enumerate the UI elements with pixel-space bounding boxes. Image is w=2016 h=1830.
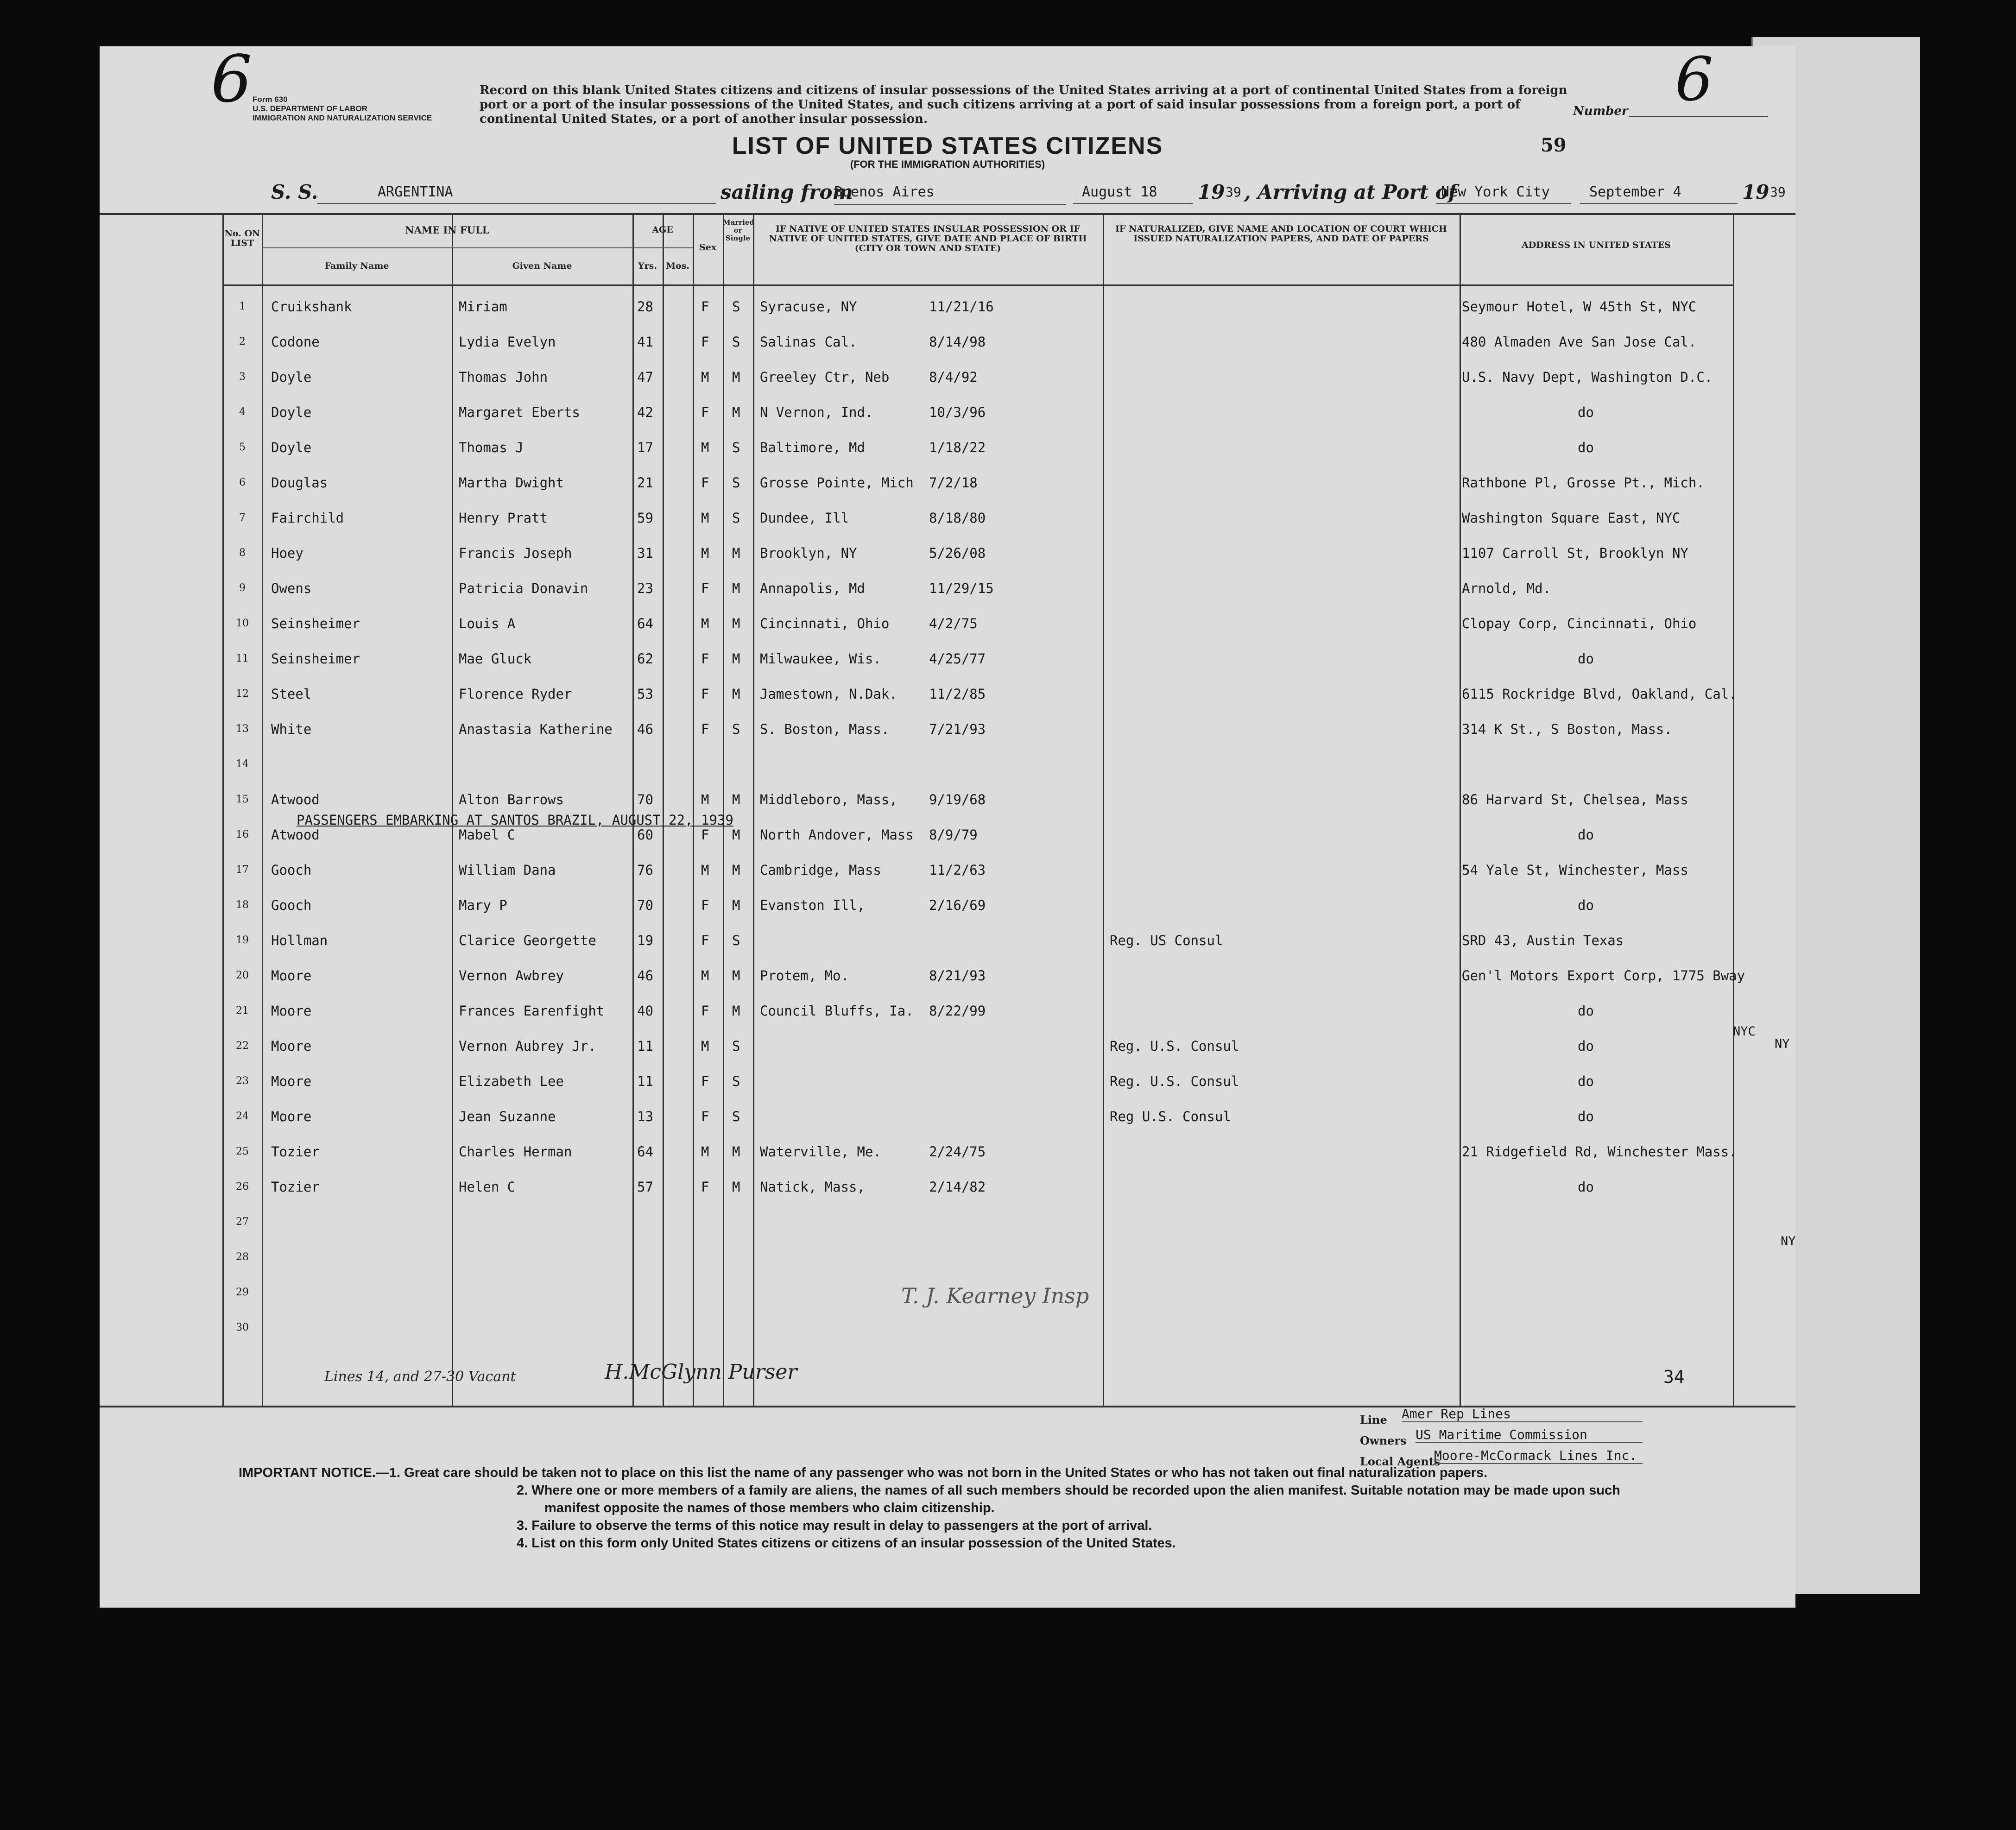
sex: F: [701, 299, 709, 315]
department-name: U.S. DEPARTMENT OF LABOR: [253, 104, 368, 113]
owners-label: Owners: [1360, 1434, 1407, 1447]
birth-place: Waterville, Me.: [760, 1144, 881, 1160]
naturalization: Reg. U.S. Consul: [1110, 1073, 1239, 1089]
page-title: LIST OF UNITED STATES CITIZENS: [732, 133, 1163, 159]
col-header-no: No. ON LIST: [224, 228, 260, 248]
age-years: 76: [637, 862, 653, 878]
us-address: 480 Almaden Ave San Jose Cal.: [1462, 334, 1697, 350]
family-name: Moore: [271, 1109, 312, 1124]
row-number: 2: [239, 336, 246, 347]
family-name: Gooch: [271, 897, 312, 913]
age-years: 13: [637, 1109, 653, 1124]
age-years: 53: [637, 686, 653, 702]
col-header-sex: Sex: [699, 242, 717, 252]
marital-status: M: [732, 1003, 740, 1019]
sex: F: [701, 475, 709, 491]
us-address: do: [1578, 897, 1594, 913]
sheet-number: 34: [1663, 1367, 1685, 1387]
row-number: 15: [236, 794, 249, 805]
row-number: 8: [239, 547, 246, 559]
sex: F: [701, 1179, 709, 1195]
notice-title: IMPORTANT NOTICE.: [239, 1465, 376, 1480]
birth-date: 11/2/85: [929, 686, 986, 702]
birth-place: North Andover, Mass: [760, 827, 914, 843]
birth-place: Brooklyn, NY: [760, 545, 857, 561]
row-number: 24: [236, 1111, 249, 1122]
important-notice: [239, 1464, 1768, 1552]
sex: M: [701, 1038, 709, 1054]
row-number: 29: [236, 1287, 249, 1298]
row-number: 14: [236, 758, 249, 770]
family-name: Tozier: [271, 1144, 320, 1160]
row-number: 13: [236, 723, 249, 735]
arrival-year: 39: [1770, 184, 1786, 200]
col-line: [1733, 215, 1734, 1406]
sex: M: [701, 369, 709, 385]
notice-4: 4. List on this form only United States citizens or citizens of an insular possession of the United States.: [517, 1536, 1176, 1551]
margin-note-ny-2: NY: [1781, 1234, 1796, 1249]
sex: M: [701, 792, 709, 808]
page-number: 59: [1541, 134, 1567, 156]
given-name: Mae Gluck: [459, 651, 532, 667]
us-address: do: [1578, 1179, 1594, 1195]
marital-status: S: [732, 1038, 740, 1054]
handwritten-list-number: 6: [211, 42, 253, 117]
margin-note-ny: NY: [1775, 1037, 1790, 1051]
birth-date: 10/3/96: [929, 404, 986, 420]
family-name: Gooch: [271, 862, 312, 878]
birth-date: 4/25/77: [929, 651, 986, 667]
us-address: Arnold, Md.: [1462, 581, 1551, 596]
birth-date: 11/2/63: [929, 862, 986, 878]
family-name: Moore: [271, 1073, 312, 1089]
row-number: 19: [236, 934, 249, 946]
given-name: Anastasia Katherine: [459, 721, 613, 737]
col-header-given: Given Name: [512, 261, 572, 271]
col-header-married: Married or Single: [723, 218, 754, 242]
margin-note-nyc: NYC: [1733, 1024, 1756, 1039]
birth-place: Cambridge, Mass: [760, 862, 881, 878]
birth-place: Annapolis, Md: [760, 581, 865, 596]
notice-3: 3. Failure to observe the terms of this notice may result in delay to passengers at the port of arrival.: [517, 1518, 1152, 1533]
birth-date: 8/9/79: [929, 827, 978, 843]
row-number: 12: [236, 688, 249, 700]
family-name: Steel: [271, 686, 312, 702]
marital-status: S: [732, 334, 740, 350]
line-value: Amer Rep Lines: [1402, 1406, 1643, 1422]
birth-date: 7/21/93: [929, 721, 986, 737]
given-name: Helen C: [459, 1179, 516, 1195]
given-name: Martha Dwight: [459, 475, 564, 491]
row-number: 23: [236, 1075, 249, 1087]
birth-place: Grosse Pointe, Mich: [760, 475, 914, 491]
sex: F: [701, 1073, 709, 1089]
us-address: do: [1578, 827, 1594, 843]
marital-status: M: [732, 581, 740, 596]
line-label: Line: [1360, 1413, 1387, 1426]
col-header-address: ADDRESS IN UNITED STATES: [1522, 240, 1671, 250]
birth-place: Protem, Mo.: [760, 968, 849, 984]
us-address: do: [1578, 1109, 1594, 1124]
year-prefix-2: 19: [1742, 181, 1770, 203]
family-name: Seinsheimer: [271, 651, 360, 667]
family-name: Douglas: [271, 475, 328, 491]
family-name: Doyle: [271, 369, 312, 385]
col-header-family: Family Name: [324, 261, 389, 271]
age-years: 59: [637, 510, 653, 526]
marital-status: M: [732, 651, 740, 667]
marital-status: S: [732, 475, 740, 491]
family-name: Tozier: [271, 1179, 320, 1195]
birth-place: Cincinnati, Ohio: [760, 616, 890, 631]
agents-value: Moore-McCormack Lines Inc.: [1434, 1448, 1643, 1464]
form-identifier: [253, 95, 432, 123]
ship-name: ARGENTINA: [317, 181, 716, 204]
arrival-port: New York City: [1436, 181, 1571, 204]
form-number: Form 630: [253, 95, 288, 104]
header-bottom-line: [222, 284, 1733, 286]
family-name: Doyle: [271, 404, 312, 420]
age-years: 28: [637, 299, 653, 315]
given-name: Henry Pratt: [459, 510, 548, 526]
col-header-naturalized: IF NATURALIZED, GIVE NAME AND LOCATION OF COURT WHICH ISSUED NATURALIZATION PAPERS, AND DATE OF PAPERS: [1115, 224, 1447, 244]
family-name: White: [271, 721, 312, 737]
age-years: 70: [637, 897, 653, 913]
row-number: 17: [236, 864, 249, 876]
sex: F: [701, 581, 709, 596]
family-name: Moore: [271, 968, 312, 984]
birth-place: N Vernon, Ind.: [760, 404, 873, 420]
santos-note: PASSENGERS EMBARKING AT SANTOS BRAZIL, AUGUST 22, 1939: [297, 812, 733, 828]
age-years: 21: [637, 475, 653, 491]
sex: M: [701, 510, 709, 526]
purser-signature: H.McGlynn Purser: [605, 1360, 797, 1384]
notice-2: 2. Where one or more members of a family are aliens, the names of all such members should be recorded upon the alien manifest. Suitable notation may be made upon such: [517, 1483, 1620, 1498]
row-number: 25: [236, 1146, 249, 1157]
marital-status: M: [732, 1179, 740, 1195]
family-name: Doyle: [271, 440, 312, 455]
row-number: 28: [236, 1251, 249, 1263]
given-name: Miriam: [459, 299, 507, 315]
sex: M: [701, 1144, 709, 1160]
row-number: 21: [236, 1005, 249, 1016]
age-years: 11: [637, 1038, 653, 1054]
marital-status: M: [732, 827, 740, 843]
given-name: Charles Herman: [459, 1144, 572, 1160]
us-address: do: [1578, 1038, 1594, 1054]
given-name: Thomas J: [459, 440, 524, 455]
header-divider: [262, 247, 693, 248]
birth-place: Jamestown, N.Dak.: [760, 686, 897, 702]
given-name: Jean Suzanne: [459, 1109, 556, 1124]
birth-date: 8/14/98: [929, 334, 986, 350]
passenger-table: [100, 213, 1795, 1407]
age-years: 19: [637, 933, 653, 948]
given-name: Clarice Georgette: [459, 933, 596, 948]
row-number: 16: [236, 829, 249, 840]
departure-date: August 18: [1073, 181, 1193, 204]
birth-date: 5/26/08: [929, 545, 986, 561]
family-name: Moore: [271, 1003, 312, 1019]
row-number: 11: [236, 653, 249, 664]
marital-status: S: [732, 440, 740, 455]
us-address: SRD 43, Austin Texas: [1462, 933, 1624, 948]
notice-line-1: [239, 1464, 1768, 1482]
given-name: William Dana: [459, 862, 556, 878]
age-years: 47: [637, 369, 653, 385]
us-address: do: [1578, 1003, 1594, 1019]
birth-place: Milwaukee, Wis.: [760, 651, 881, 667]
age-years: 31: [637, 545, 653, 561]
sailing-label: sailing from: [720, 181, 853, 203]
birth-date: 8/18/80: [929, 510, 986, 526]
birth-date: 1/18/22: [929, 440, 986, 455]
sex: F: [701, 1003, 709, 1019]
col-line: [632, 215, 634, 1406]
family-name: Cruikshank: [271, 299, 352, 315]
row-number: 9: [239, 582, 246, 594]
given-name: Thomas John: [459, 369, 548, 385]
sex: M: [701, 862, 709, 878]
marital-status: S: [732, 299, 740, 315]
family-name: Hoey: [271, 545, 303, 561]
family-name: Atwood: [271, 792, 320, 808]
us-address: U.S. Navy Dept, Washington D.C.: [1462, 369, 1713, 385]
us-address: do: [1578, 440, 1594, 455]
sex: M: [701, 616, 709, 631]
row-number: 18: [236, 899, 249, 911]
row-number: 22: [236, 1040, 249, 1052]
birth-place: Syracuse, NY: [760, 299, 857, 315]
marital-status: M: [732, 404, 740, 420]
given-name: Mabel C: [459, 827, 516, 843]
birth-date: 4/2/75: [929, 616, 978, 631]
birth-place: Middleboro, Mass,: [760, 792, 897, 808]
birth-place: Greeley Ctr, Neb: [760, 369, 890, 385]
number-label: Number: [1573, 104, 1628, 118]
family-name: Fairchild: [271, 510, 344, 526]
row-number: 3: [239, 371, 246, 383]
row-number: 4: [239, 406, 246, 418]
age-years: 17: [637, 440, 653, 455]
row-number: 6: [239, 477, 246, 488]
age-years: 70: [637, 792, 653, 808]
arriving-label: , Arriving at Port of: [1244, 181, 1457, 203]
birth-date: 8/22/99: [929, 1003, 986, 1019]
birth-place: Council Bluffs, Ia.: [760, 1003, 914, 1019]
row-number: 5: [239, 442, 246, 453]
us-address: Seymour Hotel, W 45th St, NYC: [1462, 299, 1697, 315]
us-address: 314 K St., S Boston, Mass.: [1462, 721, 1672, 737]
family-name: Hollman: [271, 933, 328, 948]
family-name: Owens: [271, 581, 312, 596]
us-address: do: [1578, 404, 1594, 420]
marital-status: M: [732, 369, 740, 385]
us-address: 86 Harvard St, Chelsea, Mass: [1462, 792, 1688, 808]
agents-label: Local Agents: [1360, 1455, 1441, 1468]
marital-status: M: [732, 686, 740, 702]
given-name: Louis A: [459, 616, 516, 631]
given-name: Francis Joseph: [459, 545, 572, 561]
birth-date: 11/29/15: [929, 581, 994, 596]
given-name: Frances Earenfight: [459, 1003, 605, 1019]
record-instructions: Record on this blank United States citizens and citizens of insular possessions of the United States arriving at a port of continental United States from a foreign port or a port of the insular possessions of the United States, and such citizens arriving at a port of said insular possessions from a foreign port, a port of continental United States, or a port of another insular possession.: [480, 83, 1567, 126]
col-line: [663, 215, 664, 1406]
col-header-yrs: Yrs.: [638, 261, 657, 271]
age-years: 46: [637, 721, 653, 737]
col-line: [753, 215, 754, 1406]
sex: F: [701, 1109, 709, 1124]
family-name: Moore: [271, 1038, 312, 1054]
naturalization: Reg. US Consul: [1110, 933, 1223, 948]
age-years: 46: [637, 968, 653, 984]
us-address: Washington Square East, NYC: [1462, 510, 1681, 526]
sex: F: [701, 827, 709, 843]
birth-date: 9/19/68: [929, 792, 986, 808]
col-header-name: NAME IN FULL: [405, 224, 489, 236]
us-address: Clopay Corp, Cincinnati, Ohio: [1462, 616, 1697, 631]
marital-status: M: [732, 616, 740, 631]
age-years: 42: [637, 404, 653, 420]
given-name: Mary P: [459, 897, 507, 913]
us-address: do: [1578, 651, 1594, 667]
age-years: 11: [637, 1073, 653, 1089]
sex: F: [701, 686, 709, 702]
service-name: IMMIGRATION AND NATURALIZATION SERVICE: [253, 114, 432, 122]
row-number: 7: [239, 512, 246, 524]
row-number: 26: [236, 1181, 249, 1193]
sex: F: [701, 334, 709, 350]
birth-place: Evanston Ill,: [760, 897, 865, 913]
marital-status: M: [732, 545, 740, 561]
marital-status: S: [732, 510, 740, 526]
marital-status: S: [732, 933, 740, 948]
us-address: 54 Yale St, Winchester, Mass: [1462, 862, 1688, 878]
sex: F: [701, 651, 709, 667]
family-name: Atwood: [271, 827, 320, 843]
family-name: Codone: [271, 334, 320, 350]
owners-value: US Maritime Commission: [1416, 1427, 1643, 1443]
age-years: 41: [637, 334, 653, 350]
col-line: [723, 215, 724, 1406]
col-header-age: AGE: [652, 225, 673, 235]
sex: F: [701, 933, 709, 948]
departure-port: Buenos Aires: [834, 181, 1066, 205]
birth-date: 7/2/18: [929, 475, 978, 491]
given-name: Vernon Awbrey: [459, 968, 564, 984]
col-line: [452, 215, 453, 1406]
arrival-date: September 4: [1580, 181, 1738, 204]
number-underline: [1629, 116, 1768, 117]
age-years: 60: [637, 827, 653, 843]
col-header-mos: Mos.: [665, 261, 690, 271]
manifest-sheet: [100, 42, 1796, 1608]
year-prefix: 19: [1198, 181, 1225, 203]
marital-status: M: [732, 1144, 740, 1160]
sex: F: [701, 404, 709, 420]
given-name: Vernon Aubrey Jr.: [459, 1038, 596, 1054]
inspector-signature: T. J. Kearney Insp: [901, 1283, 1089, 1308]
marital-status: M: [732, 897, 740, 913]
birth-place: S. Boston, Mass.: [760, 721, 890, 737]
sex: F: [701, 897, 709, 913]
row-number: 20: [236, 970, 249, 981]
age-years: 62: [637, 651, 653, 667]
given-name: Lydia Evelyn: [459, 334, 556, 350]
age-years: 57: [637, 1179, 653, 1195]
us-address: 1107 Carroll St, Brooklyn NY: [1462, 545, 1688, 561]
notice-1: —1. Great care should be taken not to place on this list the name of any passenger who was not born in the United States or who has not taken out final naturalization papers.: [375, 1465, 1488, 1480]
age-years: 64: [637, 1144, 653, 1160]
marital-status: S: [732, 1109, 740, 1124]
notice-2b: manifest opposite the names of those members who claim citizenship.: [544, 1501, 995, 1515]
given-name: Florence Ryder: [459, 686, 572, 702]
departure-year: 39: [1226, 184, 1241, 200]
page-subtitle: (FOR THE IMMIGRATION AUTHORITIES): [850, 158, 1045, 170]
age-years: 23: [637, 581, 653, 596]
col-line: [693, 215, 694, 1406]
ss-label: S. S.: [271, 181, 318, 203]
row-number: 1: [239, 301, 246, 312]
us-address: Rathbone Pl, Grosse Pt., Mich.: [1462, 475, 1705, 491]
marital-status: S: [732, 721, 740, 737]
row-number: 10: [236, 618, 249, 629]
marital-status: M: [732, 792, 740, 808]
marital-status: M: [732, 862, 740, 878]
sex: M: [701, 968, 709, 984]
birth-date: 11/21/16: [929, 299, 994, 315]
vacant-lines-note: Lines 14, and 27-30 Vacant: [324, 1369, 516, 1385]
family-name: Seinsheimer: [271, 616, 360, 631]
sex: M: [701, 545, 709, 561]
handwritten-number: 6: [1675, 44, 1713, 114]
given-name: Patricia Donavin: [459, 581, 588, 596]
birth-date: 8/4/92: [929, 369, 978, 385]
col-line: [1103, 215, 1104, 1406]
birth-date: 2/16/69: [929, 897, 986, 913]
col-header-native: IF NATIVE OF UNITED STATES INSULAR POSSESSION OR IF NATIVE OF UNITED STATES, GIVE DATE AND PLACE OF BIRTH (CITY OR TOWN AND STATE): [769, 224, 1087, 253]
age-years: 64: [637, 616, 653, 631]
given-name: Alton Barrows: [459, 792, 564, 808]
marital-status: S: [732, 1073, 740, 1089]
sex: M: [701, 440, 709, 455]
col-line: [262, 215, 263, 1406]
naturalization: Reg. U.S. Consul: [1110, 1038, 1239, 1054]
naturalization: Reg U.S. Consul: [1110, 1109, 1231, 1124]
birth-place: Baltimore, Md: [760, 440, 865, 455]
sex: F: [701, 721, 709, 737]
birth-place: Dundee, Ill: [760, 510, 849, 526]
given-name: Elizabeth Lee: [459, 1073, 564, 1089]
birth-date: 2/14/82: [929, 1179, 986, 1195]
us-address: Gen'l Motors Export Corp, 1775 Bway: [1462, 968, 1745, 984]
row-number: 30: [236, 1322, 249, 1333]
marital-status: M: [732, 968, 740, 984]
birth-date: 8/21/93: [929, 968, 986, 984]
us-address: do: [1578, 1073, 1594, 1089]
birth-place: Natick, Mass,: [760, 1179, 865, 1195]
birth-date: 2/24/75: [929, 1144, 986, 1160]
birth-place: Salinas Cal.: [760, 334, 857, 350]
us-address: 21 Ridgefield Rd, Winchester Mass.: [1462, 1144, 1737, 1160]
col-line: [1460, 215, 1461, 1406]
row-number: 27: [236, 1216, 249, 1228]
us-address: 6115 Rockridge Blvd, Oakland, Cal.: [1462, 686, 1737, 702]
given-name: Margaret Eberts: [459, 404, 580, 420]
age-years: 40: [637, 1003, 653, 1019]
